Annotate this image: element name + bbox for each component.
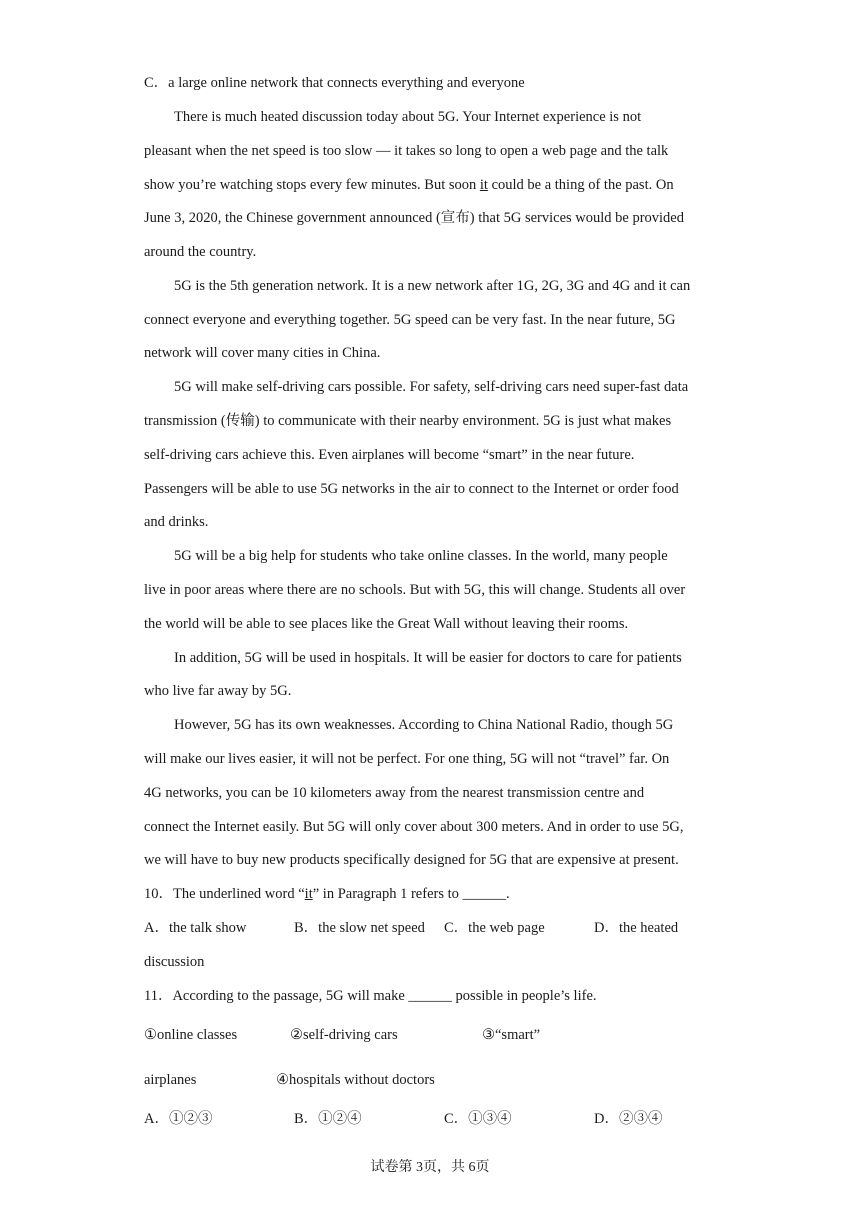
passage-p1-line4: June 3, 2020, the Chinese government announced (宣布) that 5G services would be provided bbox=[144, 210, 684, 226]
underlined-word-it: it bbox=[304, 886, 313, 902]
q10-option-d-continued: discussion bbox=[144, 954, 205, 970]
q10-option-a[interactable]: A．the talk show bbox=[144, 920, 247, 936]
passage-p1-line2: pleasant when the net speed is too slow — it takes so long to open a web page and the talk bbox=[144, 143, 669, 159]
q10-option-b[interactable]: B．the slow net speed bbox=[294, 920, 425, 936]
passage-p4-line1: 5G will be a big help for students who take online classes. In the world, many people bbox=[174, 548, 668, 564]
q11-option-d[interactable]: D．②③④ bbox=[594, 1111, 663, 1127]
passage-p3-line3: self-driving cars achieve this. Even airplanes will become “smart” in the near future. bbox=[144, 447, 635, 463]
passage-p4-line3: the world will be able to see places like the Great Wall without leaving their rooms. bbox=[144, 616, 629, 632]
passage-p6-line5: we will have to buy new products specifically designed for 5G that are expensive at present. bbox=[144, 852, 679, 868]
text-span: show you’re watching stops every few minutes. But soon bbox=[144, 177, 480, 193]
passage-p2-line3: network will cover many cities in China. bbox=[144, 345, 381, 361]
text-span: could be a thing of the past. On bbox=[487, 177, 674, 193]
passage-p6-line3: 4G networks, you can be 10 kilometers away from the nearest transmission centre and bbox=[144, 785, 645, 801]
passage-p6-line4: connect the Internet easily. But 5G will only cover about 300 meters. And in order to use 5G, bbox=[144, 819, 684, 835]
passage-p1-line1: There is much heated discussion today about 5G. Your Internet experience is not bbox=[174, 109, 642, 125]
question-10-stem bbox=[144, 884, 510, 904]
q10-option-d[interactable]: D．the heated bbox=[594, 920, 679, 936]
passage-p3-line5: and drinks. bbox=[144, 514, 209, 530]
q11-option-b[interactable]: B．①②④ bbox=[294, 1111, 362, 1127]
passage-p2-line2: connect everyone and everything together. 5G speed can be very fast. In the near future, 5G bbox=[144, 312, 676, 328]
q11-item-4: ④hospitals without doctors bbox=[276, 1072, 435, 1088]
text-span: ” in Paragraph 1 refers to ______. bbox=[312, 886, 510, 902]
passage-p1-line3 bbox=[144, 175, 674, 195]
text-span: 10．The underlined word “ bbox=[144, 886, 305, 902]
q10-option-c[interactable]: C．the web page bbox=[444, 920, 545, 936]
q11-item-3-continued: airplanes bbox=[144, 1072, 197, 1088]
passage-p5-line1: In addition, 5G will be used in hospitals. It will be easier for doctors to care for patients bbox=[174, 650, 682, 666]
passage-p2-line1: 5G is the 5th generation network. It is a new network after 1G, 2G, 3G and 4G and it can bbox=[174, 278, 691, 294]
question-11-stem: 11．According to the passage, 5G will make ______ possible in people’s life. bbox=[144, 988, 597, 1004]
passage-p6-line2: will make our lives easier, it will not be perfect. For one thing, 5G will not “travel” far. On bbox=[144, 751, 670, 767]
passage-p6-line1: However, 5G has its own weaknesses. According to China National Radio, though 5G bbox=[174, 717, 674, 733]
q11-option-c[interactable]: C．①③④ bbox=[444, 1111, 512, 1127]
passage-p1-line5: around the country. bbox=[144, 244, 257, 260]
underlined-word-it: it bbox=[479, 177, 488, 193]
q11-item-1: ①online classes bbox=[144, 1027, 238, 1043]
page-footer: 试卷第 3页，共 6页 bbox=[370, 1160, 490, 1175]
passage-p4-line2: live in poor areas where there are no schools. But with 5G, this will change. Students all over bbox=[144, 582, 686, 598]
q11-item-2: ②self-driving cars bbox=[290, 1027, 398, 1043]
q11-item-3: ③“smart” bbox=[482, 1027, 541, 1043]
passage-p3-line4: Passengers will be able to use 5G networks in the air to connect to the Internet or order food bbox=[144, 481, 679, 497]
passage-p5-line2: who live far away by 5G. bbox=[144, 683, 292, 699]
passage-p3-line2: transmission (传输) to communicate with their nearby environment. 5G is just what makes bbox=[144, 413, 672, 429]
passage-p3-line1: 5G will make self-driving cars possible. For safety, self-driving cars need super-fast data bbox=[174, 379, 689, 395]
previous-option-c: C．a large online network that connects everything and everyone bbox=[144, 75, 525, 91]
q11-option-a[interactable]: A．①②③ bbox=[144, 1111, 213, 1127]
